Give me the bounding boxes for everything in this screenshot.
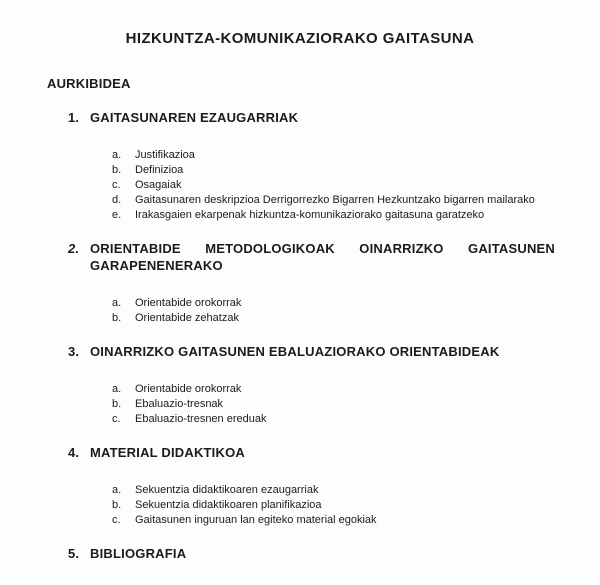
- section-item-list: [112, 483, 570, 528]
- toc-item: [112, 163, 570, 178]
- section-heading: MATERIAL DIDAKTIKOA: [90, 445, 245, 460]
- toc-item: [112, 178, 570, 193]
- section-heading: GAITASUNAREN EZAUGARRIAK: [90, 110, 299, 125]
- toc-item-text: Irakasgaien ekarpenak hizkuntza-komunikaziorako gaitasuna garatzeko: [135, 209, 485, 221]
- toc-item-letter: b.: [112, 398, 122, 410]
- toc-item-text: Justifikazioa: [135, 149, 195, 161]
- toc-item-text: Orientabide zehatzak: [135, 312, 239, 324]
- toc-section-1: [0, 109, 600, 223]
- section-number: 4.: [68, 445, 80, 460]
- toc-item: [112, 148, 570, 163]
- toc-item: [112, 311, 570, 326]
- toc-item-letter: a.: [112, 383, 122, 395]
- toc-item-letter: b.: [112, 499, 122, 511]
- section-heading: OINARRIZKO GAITASUNEN EBALUAZIORAKO ORIENTABIDEAK: [90, 344, 500, 359]
- toc-section-3: [0, 343, 600, 427]
- toc-item: [112, 397, 570, 412]
- toc-item: [112, 513, 570, 528]
- toc-item-letter: c.: [112, 179, 121, 191]
- document-title: HIZKUNTZA-KOMUNIKAZIORAKO GAITASUNA: [125, 30, 475, 47]
- toc-item-text: Orientabide orokorrak: [135, 383, 242, 395]
- section-heading: BIBLIOGRAFIA: [90, 546, 187, 561]
- toc-item-letter: a.: [112, 297, 122, 309]
- toc-item-text: Ebaluazio-tresnen ereduak: [135, 413, 267, 425]
- toc-item-text: Ebaluazio-tresnak: [135, 398, 224, 410]
- section-heading-row: [68, 240, 555, 274]
- section-number: 2.: [68, 241, 80, 256]
- toc-item-letter: b.: [112, 312, 122, 324]
- toc-item: [112, 483, 570, 498]
- toc-item-letter: c.: [112, 413, 121, 425]
- toc-item-text: Sekuentzia didaktikoaren ezaugarriak: [135, 484, 319, 496]
- section-number: 5.: [68, 546, 80, 561]
- toc-item: [112, 382, 570, 397]
- toc-item-text: Orientabide orokorrak: [135, 297, 242, 309]
- toc-heading: AURKIBIDEA: [47, 76, 131, 91]
- toc-item-text: Sekuentzia didaktikoaren planifikazioa: [135, 499, 322, 511]
- toc-item-text: Gaitasunaren deskripzioa Derrigorrezko Bigarren Hezkuntzako bigarren mailarako: [135, 194, 535, 206]
- toc-item-letter: a.: [112, 149, 122, 161]
- toc-item-text: Osagaiak: [135, 179, 182, 191]
- section-heading: ORIENTABIDE METODOLOGIKOAK OINARRIZKO GAITASUNEN GARAPENENERAKO: [90, 241, 555, 273]
- toc-section-5: [0, 545, 600, 562]
- section-item-list: [112, 296, 570, 326]
- toc-item-letter: e.: [112, 209, 122, 221]
- toc-item: [112, 208, 570, 223]
- section-heading-row: [68, 109, 555, 126]
- toc-section-4: [0, 444, 600, 528]
- toc-item-text: Gaitasunen inguruan lan egiteko material egokiak: [135, 514, 377, 526]
- toc-item: [112, 193, 570, 208]
- toc-item-letter: b.: [112, 164, 122, 176]
- toc-item-letter: d.: [112, 194, 122, 206]
- section-number: 3.: [68, 344, 80, 359]
- toc-item: [112, 498, 570, 513]
- toc-item-letter: a.: [112, 484, 122, 496]
- section-heading-row: [68, 444, 555, 461]
- toc-item: [112, 412, 570, 427]
- toc-item-text: Definizioa: [135, 164, 184, 176]
- toc-item-letter: c.: [112, 514, 121, 526]
- section-heading-row: [68, 545, 555, 562]
- section-item-list: [112, 148, 570, 223]
- toc-section-2: [0, 240, 600, 326]
- section-item-list: [112, 382, 570, 427]
- section-number: 1.: [68, 110, 80, 125]
- section-heading-row: [68, 343, 555, 360]
- toc-item: [112, 296, 570, 311]
